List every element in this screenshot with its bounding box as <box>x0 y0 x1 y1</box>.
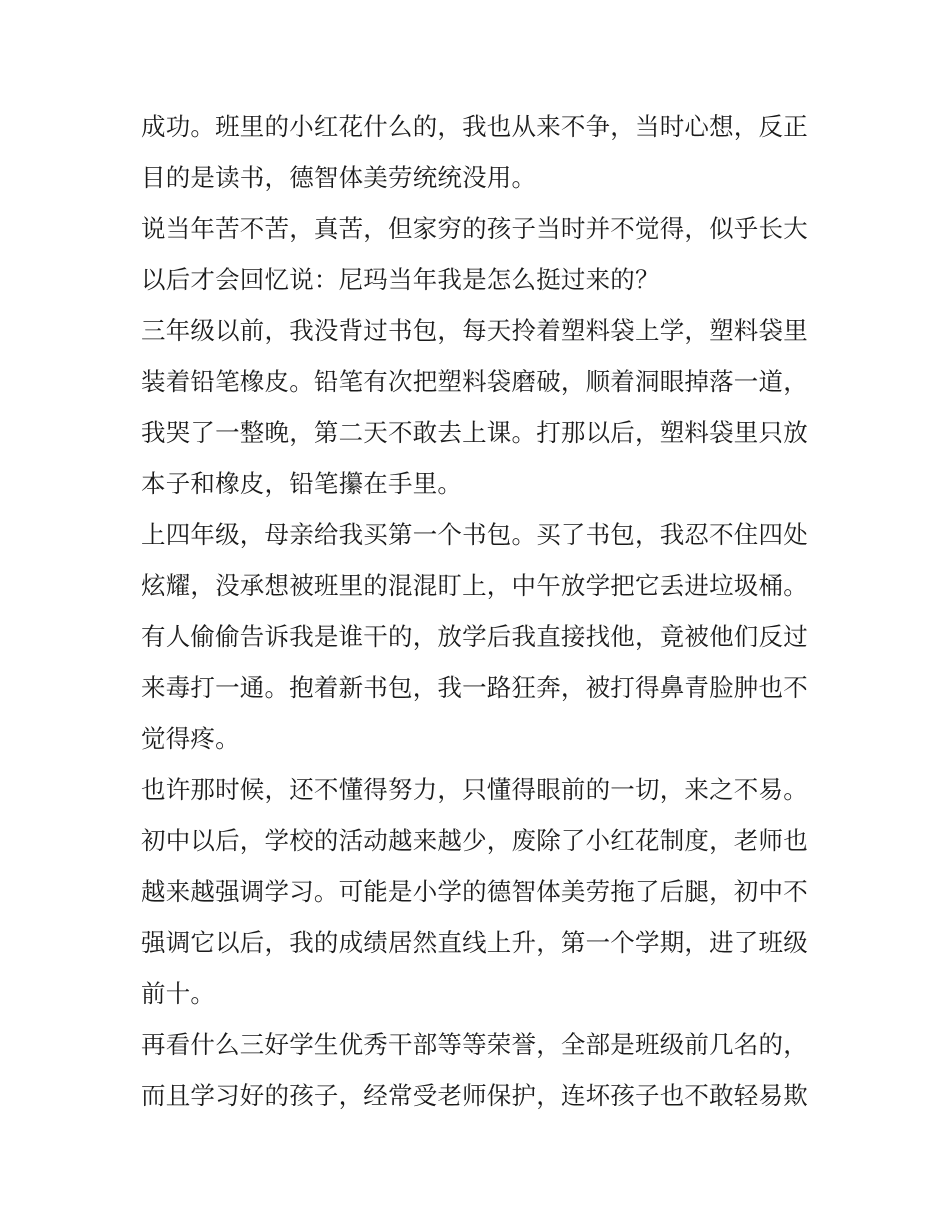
text-line: 前十。 <box>141 979 216 1008</box>
text-line: 以后才会回忆说：尼玛当年我是怎么挺过来的？ <box>141 265 660 294</box>
text-line: 而且学习好的孩子，经常受老师保护，连坏孩子也不敢轻易欺 <box>141 1081 808 1110</box>
text-line: 初中以后，学校的活动越来越少，废除了小红花制度，老师也 <box>141 826 808 855</box>
text-line: 也许那时候，还不懂得努力，只懂得眼前的一切，来之不易。 <box>141 775 808 804</box>
text-line: 觉得疼。 <box>141 724 240 753</box>
text-line: 来毒打一通。抱着新书包，我一路狂奔，被打得鼻青脸肿也不 <box>141 673 808 702</box>
text-line: 越来越强调学习。可能是小学的德智体美劳拖了后腿，初中不 <box>141 877 808 906</box>
text-line: 本子和橡皮，铅笔攥在手里。 <box>141 469 463 498</box>
text-line: 有人偷偷告诉我是谁干的，放学后我直接找他，竟被他们反过 <box>141 622 808 651</box>
text-line: 炫耀，没承想被班里的混混盯上，中午放学把它丢进垃圾桶。 <box>141 571 808 600</box>
text-line: 上四年级，母亲给我买第一个书包。买了书包，我忍不住四处 <box>141 520 808 549</box>
text-line: 说当年苦不苦，真苦，但家穷的孩子当时并不觉得，似乎长大 <box>141 214 808 243</box>
text-line: 再看什么三好学生优秀干部等等荣誉，全部是班级前几名的， <box>141 1030 808 1059</box>
text-line: 我哭了一整晚，第二天不敢去上课。打那以后，塑料袋里只放 <box>141 418 808 447</box>
text-line: 成功。班里的小红花什么的，我也从来不争，当时心想，反正 <box>141 112 808 141</box>
text-line: 装着铅笔橡皮。铅笔有次把塑料袋磨破，顺着洞眼掉落一道， <box>141 367 808 396</box>
text-line: 强调它以后，我的成绩居然直线上升，第一个学期，进了班级 <box>141 928 808 957</box>
text-line: 三年级以前，我没背过书包，每天拎着塑料袋上学，塑料袋里 <box>141 316 808 345</box>
body-text <box>141 101 821 1121</box>
text-line: 目的是读书，德智体美劳统统没用。 <box>141 163 537 192</box>
